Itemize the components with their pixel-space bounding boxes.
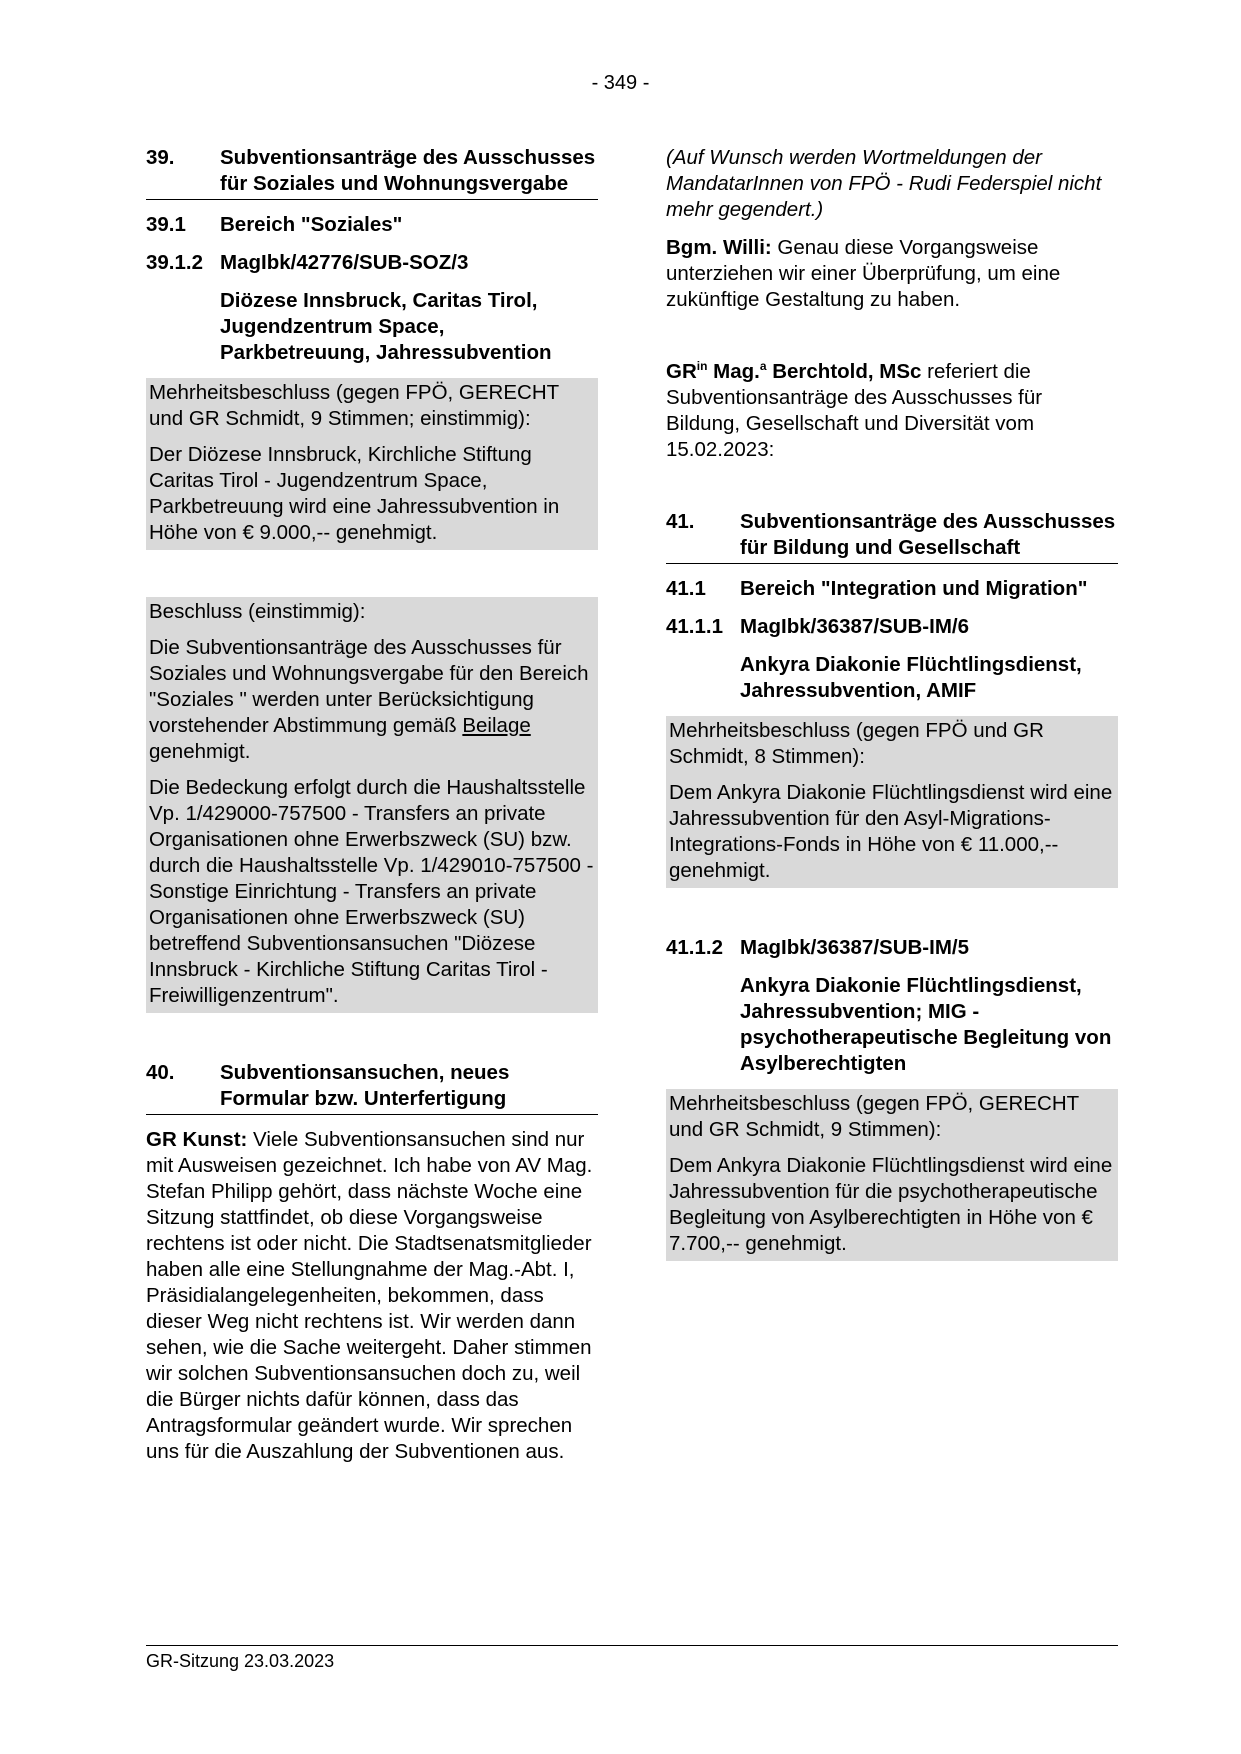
section-41-1-heading — [666, 576, 1118, 602]
resolution-box — [666, 1089, 1118, 1261]
speaker-name: GR Kunst: — [146, 1128, 248, 1151]
section-39-1-2-subtitle: Diözese Innsbruck, Caritas Tirol, Jugendzentrum Space, Parkbetreuung, Jahressubvention — [220, 289, 552, 364]
section-title: MagIbk/36387/SUB-IM/6 — [740, 615, 969, 638]
italic-note: (Auf Wunsch werden Wortmeldungen der MandatarInnen von FPÖ - Rudi Federspiel nicht mehr gegendert.) — [666, 146, 1102, 221]
footer-session-date: GR-Sitzung 23.03.2023 — [146, 1651, 335, 1671]
section-39-1-2-heading — [146, 250, 598, 276]
section-title: MagIbk/36387/SUB-IM/5 — [740, 936, 969, 959]
resolution-box — [146, 597, 598, 1013]
section-41-heading — [666, 509, 1118, 564]
resolution-text: Dem Ankyra Diakonie Flüchtlingsdienst wird eine Jahressubvention für den Asyl-Migrations-Integrations-Fonds in Höhe von € 11.000,-- genehmigt. — [669, 781, 1113, 882]
section-41-1-2-subtitle: Ankyra Diakonie Flüchtlingsdienst, Jahressubvention; MIG - psychotherapeutische Begleitung von Asylberechtigten — [740, 974, 1112, 1075]
section-title: Subventionsanträge des Ausschusses für Bildung und Gesellschaft — [740, 510, 1116, 559]
section-title: Subventionsansuchen, neues Formular bzw. Unterfertigung — [220, 1061, 510, 1110]
right-column — [666, 145, 1118, 1261]
referral-text: $GR^{in}$ Mag.$^a$ Berchtold, MSc referiert die Subventionsanträge des Ausschusses für Bildung, Gesellschaft und Diversität vom 15.02.2023: — [666, 359, 1043, 461]
resolution-box — [666, 716, 1118, 888]
resolution-text: Dem Ankyra Diakonie Flüchtlingsdienst wird eine Jahressubvention für die psychotherapeutische Begleitung von Asylberechtigten in Höhe von € 7.700,-- genehmigt. — [669, 1154, 1113, 1255]
section-number: 41.1.1 — [666, 615, 723, 638]
section-number: 41.1 — [666, 577, 706, 600]
resolution-vote: Beschluss (einstimmig): — [149, 600, 366, 623]
section-number: 41. — [666, 510, 695, 533]
section-title: Bereich "Integration und Migration" — [740, 577, 1088, 600]
speech-bgm-willi: Bgm. Willi: Genau diese Vorgangsweise unterziehen wir einer Überprüfung, um eine zukünftige Gestaltung zu haben. — [666, 236, 1061, 311]
section-41-1-1-subtitle: Ankyra Diakonie Flüchtlingsdienst, Jahressubvention, AMIF — [740, 653, 1082, 702]
section-number: 41.1.2 — [666, 936, 723, 959]
section-number: 39.1 — [146, 213, 186, 236]
section-41-1-1-heading — [666, 614, 1118, 640]
beilage-link[interactable]: Beilage — [462, 714, 531, 737]
section-number: 39. — [146, 146, 175, 169]
section-title: Bereich "Soziales" — [220, 213, 403, 236]
resolution-box — [146, 378, 598, 550]
resolution-text: Der Diözese Innsbruck, Kirchliche Stiftung Caritas Tirol - Jugendzentrum Space, Parkbetreuung wird eine Jahressubvention in Höhe von € 9.000,-- genehmigt. — [149, 443, 560, 544]
section-title: Subventionsanträge des Ausschusses für Soziales und Wohnungsvergabe — [220, 146, 596, 195]
section-39-1-heading — [146, 212, 598, 238]
funding-text: Die Bedeckung erfolgt durch die Haushaltsstelle Vp. 1/429000-757500 - Transfers an private Organisationen ohne Erwerbszweck (SU) bzw. durch die Haushaltsstelle Vp. 1/429010-757500 - Sonstige Einrichtung - Transfers an private Organisationen ohne Erwerbszweck (SU) betreffend Subventionsansuchen "Diözese Innsbruck - Kirchliche Stiftung Caritas Tirol - Freiwilligenzentrum". — [149, 776, 594, 1007]
speech-gr-kunst: GR Kunst: Viele Subventionsansuchen sind nur mit Ausweisen gezeichnet. Ich habe von AV Mag. Stefan Philipp gehört, dass nächste Woche eine Sitzung stattfindet, ob diese Vorgangsweise rechtens ist oder nicht. Die Stadtsenatsmitglieder haben alle eine Stellungnahme der Mag.-Abt. I, Präsidialangelegenheiten, bekommen, dass dieser Weg nicht rechtens ist. Wir werden dann sehen, wie die Sache weitergeht. Daher stimmen wir solchen Subventionsansuchen doch zu, weil die Bürger nichts dafür können, dass das Antragsformular geändert wurde. Wir sprechen uns für die Auszahlung der Subventionen aus. — [146, 1128, 593, 1463]
resolution-vote: Mehrheitsbeschluss (gegen FPÖ, GERECHT und GR Schmidt, 9 Stimmen; einstimmig): — [149, 381, 559, 430]
resolution-text: Die Subventionsanträge des Ausschusses für Soziales und Wohnungsvergabe für den Bereich "Soziales " werden unter Berücksichtigung vorstehender Abstimmung gemäß Beilage genehmigt. — [149, 636, 589, 763]
section-41-1-2-heading — [666, 935, 1118, 961]
speaker-name: Bgm. Willi: — [666, 236, 772, 259]
section-40-heading — [146, 1060, 598, 1115]
section-39-heading — [146, 145, 598, 200]
section-number: 39.1.2 — [146, 251, 203, 274]
page-number: - 349 - — [591, 72, 650, 94]
resolution-vote: Mehrheitsbeschluss (gegen FPÖ, GERECHT und GR Schmidt, 9 Stimmen): — [669, 1092, 1079, 1141]
resolution-vote: Mehrheitsbeschluss (gegen FPÖ und GR Schmidt, 8 Stimmen): — [669, 719, 1044, 768]
footer-rule — [146, 1645, 1118, 1646]
section-number: 40. — [146, 1061, 175, 1084]
section-title: MagIbk/42776/SUB-SOZ/3 — [220, 251, 469, 274]
left-column — [146, 145, 598, 1477]
